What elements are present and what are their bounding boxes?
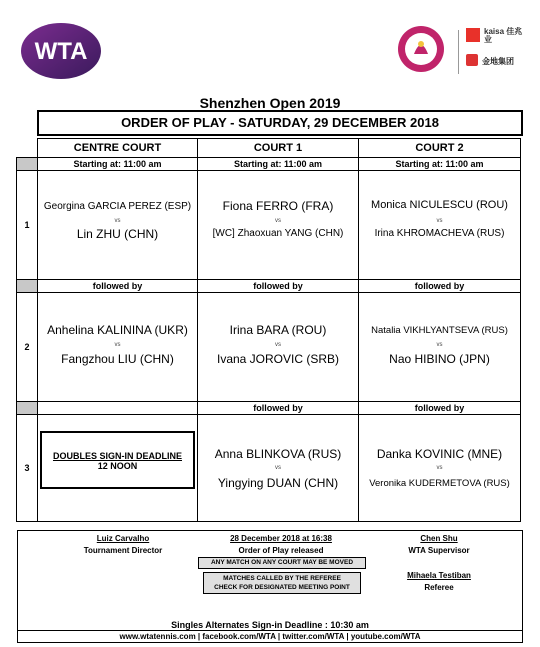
- kaisa-text: kaisa 佳兆业: [484, 27, 523, 44]
- kaisa-mark-icon: [466, 28, 480, 42]
- followed-by-label: followed by: [197, 401, 359, 415]
- release-info: [198, 534, 364, 555]
- kaisa-logo: [466, 28, 526, 46]
- schedule-grid: [17, 139, 523, 522]
- sponsor-divider: [458, 30, 459, 74]
- referee-name: Mihaela Testiban: [407, 571, 471, 580]
- warning-line-2: CHECK FOR DESIGNATED MEETING POINT: [214, 584, 350, 591]
- match-number: 1: [16, 170, 38, 280]
- start-time-court1: Starting at: 11:00 am: [197, 157, 359, 171]
- followed-by-label: followed by: [358, 401, 521, 415]
- match-number: 3: [16, 414, 38, 522]
- order-of-play-heading: ORDER OF PLAY - SATURDAY, 29 DECEMBER 2018: [37, 110, 523, 136]
- vs-label: vs: [275, 218, 281, 224]
- match-cell: [358, 414, 521, 522]
- player-1: Monica NICULESCU (ROU): [371, 199, 508, 211]
- footer: [17, 530, 523, 643]
- player-1: Danka KOVINIC (MNE): [376, 447, 503, 461]
- court-header-court1: COURT 1: [197, 138, 359, 158]
- corner-cell: [16, 138, 38, 158]
- court-header-court2: COURT 2: [358, 138, 521, 158]
- vs-label: vs: [275, 342, 281, 348]
- director-title: Tournament Director: [83, 546, 163, 555]
- alternates-deadline: Singles Alternates Sign-in Deadline : 10:30 am: [171, 620, 369, 630]
- row-label-cell: [16, 401, 38, 415]
- player-2: Yingying DUAN (CHN): [217, 476, 339, 490]
- player-1: Natalia VIKHLYANTSEVA (RUS): [371, 325, 508, 336]
- vs-label: vs: [114, 342, 121, 348]
- player-1: Georgina GARCIA PEREZ (ESP): [43, 201, 192, 212]
- vs-label: vs: [436, 465, 443, 471]
- match-row-3: [17, 415, 523, 522]
- gemdale-logo: [466, 54, 526, 76]
- svg-text:WTA: WTA: [34, 38, 88, 65]
- match-cell: [358, 292, 521, 402]
- player-2: Irina KHROMACHEVA (RUS): [374, 228, 505, 239]
- followed-by-label: followed by: [358, 279, 521, 293]
- match-cell: [197, 170, 359, 280]
- doubles-deadline-title: DOUBLES SIGN-IN DEADLINE: [52, 451, 182, 461]
- row-label-cell: [16, 279, 38, 293]
- director-name: Luiz Carvalho: [96, 534, 150, 543]
- vs-label: vs: [275, 465, 281, 471]
- player-1: Anna BLINKOVA (RUS): [214, 447, 342, 461]
- shenzhen-open-seal: [396, 24, 446, 74]
- court-header-row: [17, 139, 523, 158]
- court-header-centre: CENTRE COURT: [37, 138, 198, 158]
- match-row-1: [17, 171, 523, 280]
- match-row-2: [17, 293, 523, 402]
- player-2: [WC] Zhaoxuan YANG (CHN): [212, 228, 344, 239]
- supervisor-title: WTA Supervisor: [408, 546, 470, 555]
- player-2: Ivana JOROVIC (SRB): [216, 352, 340, 366]
- vs-label: vs: [436, 342, 443, 348]
- gemdale-mark-icon: [466, 54, 478, 66]
- match-moved-warning: ANY MATCH ON ANY COURT MAY BE MOVED: [198, 557, 366, 569]
- followed-by-label: followed by: [37, 279, 198, 293]
- match-cell: [197, 414, 359, 522]
- doubles-deadline-box: [40, 431, 195, 489]
- match-cell: [37, 170, 198, 280]
- tournament-director: [58, 534, 188, 555]
- followed-by-label: followed by: [197, 279, 359, 293]
- match-cell: [197, 292, 359, 402]
- match-number: 2: [16, 292, 38, 402]
- gemdale-text: 金地集团: [482, 57, 514, 66]
- match-cell: [37, 414, 198, 522]
- player-2: Fangzhou LIU (CHN): [61, 352, 174, 366]
- social-links: www.wtatennis.com | facebook.com/WTA | twitter.com/WTA | youtube.com/WTA: [18, 630, 522, 642]
- referee-title: Referee: [424, 583, 454, 592]
- start-time-court2: Starting at: 11:00 am: [358, 157, 521, 171]
- wta-supervisor: [374, 534, 504, 555]
- page-title: Shenzhen Open 2019: [199, 95, 341, 111]
- player-1: Anhelina KALININA (UKR): [47, 323, 188, 337]
- start-time-centre: Starting at: 11:00 am: [37, 157, 198, 171]
- player-2: Veronika KUDERMETOVA (RUS): [369, 478, 510, 489]
- wta-logo: [20, 22, 102, 80]
- player-2: Nao HIBINO (JPN): [389, 352, 490, 366]
- followed-by-empty: [37, 401, 198, 415]
- warning-line-1: MATCHES CALLED BY THE REFEREE: [223, 575, 341, 582]
- match-cell: [37, 292, 198, 402]
- player-1: Irina BARA (ROU): [229, 323, 327, 337]
- vs-label: vs: [114, 218, 121, 224]
- player-2: Lin ZHU (CHN): [76, 227, 159, 241]
- player-1: Fiona FERRO (FRA): [222, 199, 334, 213]
- sponsor-logos: [396, 24, 526, 84]
- meeting-point-warning: [203, 572, 361, 594]
- match-cell: [358, 170, 521, 280]
- released-label: Order of Play released: [238, 546, 324, 555]
- doubles-deadline-time: 12 NOON: [97, 461, 138, 471]
- referee: [374, 571, 504, 592]
- vs-label: vs: [436, 218, 443, 224]
- row-label-cell: [16, 157, 38, 171]
- supervisor-name: Chen Shu: [420, 534, 458, 543]
- released-date: 28 December 2018 at 16:38: [230, 534, 332, 543]
